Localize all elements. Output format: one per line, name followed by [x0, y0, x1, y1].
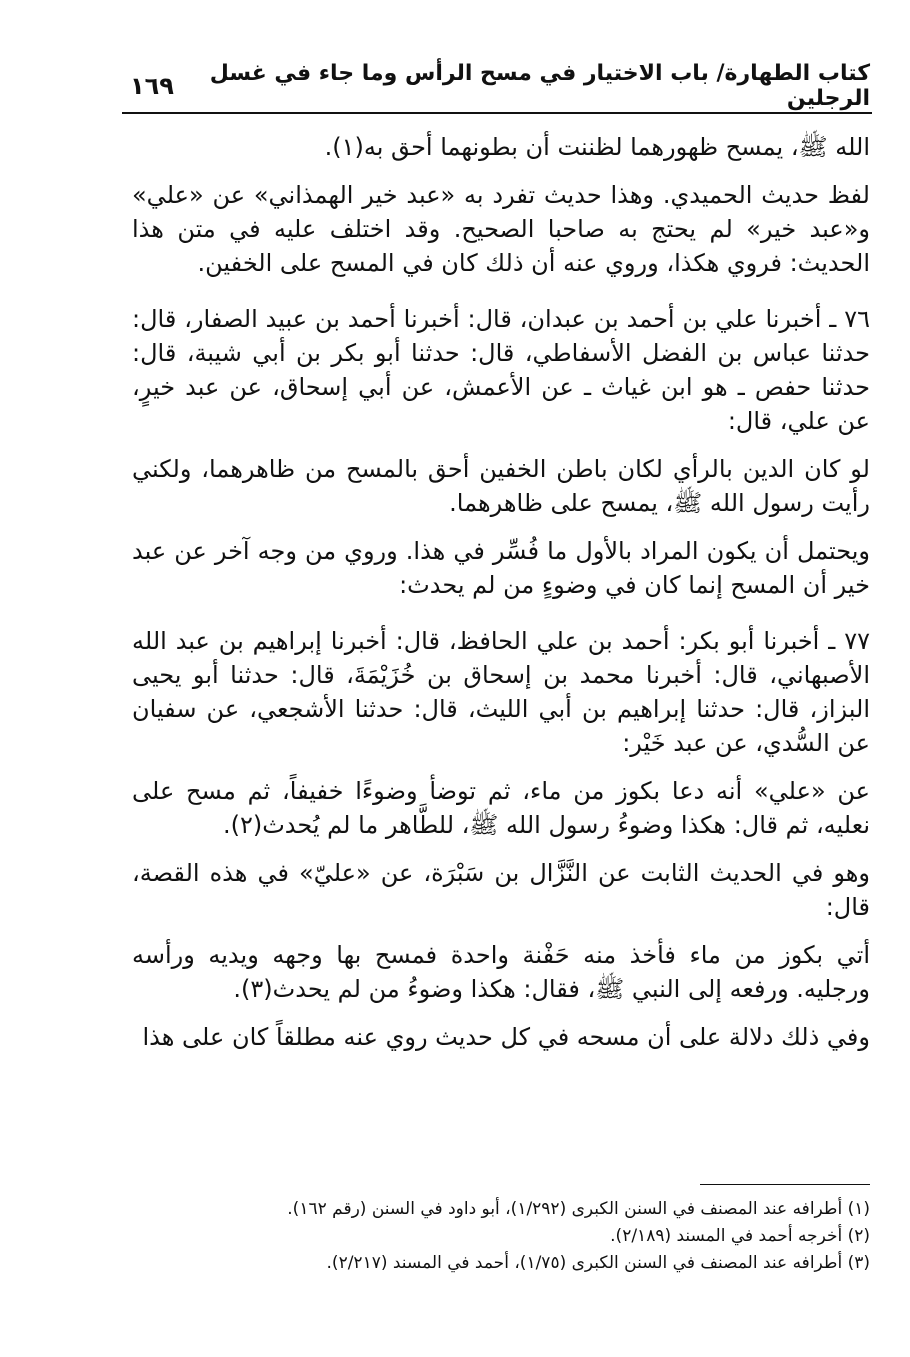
page-number: ١٦٩	[130, 72, 174, 100]
hadith-76-chain: ٧٦ ـ أخبرنا علي بن أحمد بن عبدان، قال: أخبرنا أحمد بن عبيد الصفار، قال: حدثنا عباس بن الفضل الأسفاطي، قال: حدثنا أبو بكر بن أبي شيبة، قال: حدثنا حفص ـ هو ابن غياث ـ عن الأعمش، عن أبي إسحاق، عن عبد خيرٍ، عن علي، قال:	[132, 305, 870, 435]
paragraph: ويحتمل أن يكون المراد بالأول ما فُسِّر في هذا. وروي من وجه آخر عن عبد خير أن المسح إنما كان في وضوءٍ من لم يحدث:	[132, 537, 870, 599]
hadith-77-chain: ٧٧ ـ أخبرنا أبو بكر: أحمد بن علي الحافظ، قال: أخبرنا إبراهيم بن عبد الله الأصبهاني، قال: أخبرنا محمد بن إسحاق بن خُزَيْمَةَ، قال: حدثنا أبو يحيى البزاز، قال: حدثنا إبراهيم بن أبي الليث، قال: حدثنا الأشجعي، عن سفيان عن السُّدي، عن عبد خَيْر:	[132, 627, 870, 757]
main-text	[132, 130, 870, 1068]
paragraph: أتي بكوز من ماء فأخذ منه حَفْنة واحدة فمسح بها وجهه ويديه ورأسه ورجليه. ورفعه إلى النبي ﷺ، فقال: هكذا وضوءُ من لم يحدث(٣).	[132, 941, 870, 1003]
paragraph: الله ﷺ، يمسح ظهورهما لظننت أن بطونهما أحق به(١).	[324, 133, 870, 161]
hadith-76-text: لو كان الدين بالرأي لكان باطن الخفين أحق بالمسح من ظاهرهما، ولكني رأيت رسول الله ﷺ، يمسح على ظاهرهما.	[132, 455, 870, 517]
header-rule	[122, 112, 872, 114]
footnote-rule	[700, 1184, 870, 1185]
chapter-title: كتاب الطهارة/ باب الاختيار في مسح الرأس وما جاء في غسل الرجلين	[209, 61, 870, 111]
footnote: (١) أطرافه عند المصنف في السنن الكبرى (١/٢٩٢)، أبو داود في السنن (رقم ١٦٢).	[287, 1199, 870, 1219]
footnote: (٢) أخرجه أحمد في المسند (٢/١٨٩).	[610, 1226, 870, 1246]
paragraph: وهو في الحديث الثابت عن النَّزَّال بن سَبْرَة، عن «عليّ» في هذه القصة، قال:	[132, 859, 870, 921]
running-head	[130, 62, 870, 110]
paragraph: لفظ حديث الحميدي. وهذا حديث تفرد به «عبد خير الهمذاني» عن «علي» و«عبد خير» لم يحتج به صاحبا الصحيح. وقد اختلف عليه في متن هذا الحديث: فروي هكذا، وروي عنه أن ذلك كان في المسح على الخفين.	[132, 181, 870, 277]
footnotes	[132, 1196, 870, 1277]
hadith-77-text: عن «علي» أنه دعا بكوز من ماء، ثم توضأ وضوءًا خفيفاً، ثم مسح على نعليه، ثم قال: هكذا وضوءُ رسول الله ﷺ، للطَّاهر ما لم يُحدث(٢).	[132, 777, 870, 839]
paragraph: وفي ذلك دلالة على أن مسحه في كل حديث روي عنه مطلقاً كان على هذا	[142, 1023, 870, 1051]
footnote: (٣) أطرافه عند المصنف في السنن الكبرى (١/٧٥)، أحمد في المسند (٢/٢١٧).	[326, 1253, 870, 1273]
